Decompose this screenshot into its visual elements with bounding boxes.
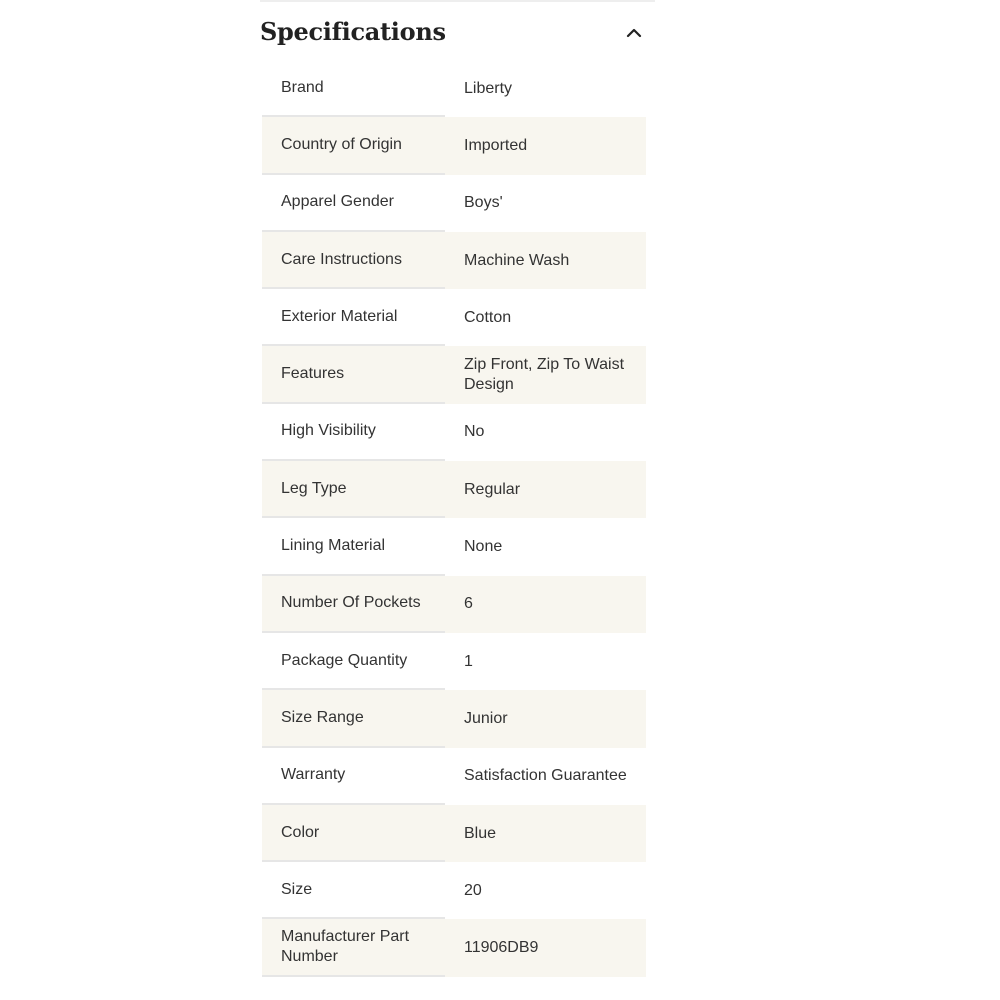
spec-value: Regular: [445, 461, 646, 518]
spec-value: None: [464, 538, 503, 556]
spec-row-color: [262, 805, 646, 862]
chevron-up-icon: [626, 28, 642, 38]
spec-label: Exterior Material: [262, 289, 445, 346]
spec-label: Warranty: [262, 748, 445, 805]
spec-row-lining-material: [262, 518, 646, 575]
spec-value: Imported: [445, 117, 646, 174]
spec-label: Number Of Pockets: [262, 576, 445, 633]
spec-value: Liberty: [464, 79, 513, 97]
spec-row-manufacturer-part-number: [262, 919, 646, 976]
spec-row-package-quantity: [262, 633, 646, 690]
spec-label: Size Range: [262, 690, 445, 747]
spec-value: 20: [464, 881, 482, 899]
spec-row-size-range: [262, 690, 646, 747]
spec-label: Leg Type: [262, 461, 445, 518]
spec-row-brand: [262, 60, 646, 117]
spec-label: Apparel Gender: [262, 175, 445, 232]
specifications-table: [262, 60, 646, 977]
spec-label: Brand: [262, 60, 445, 117]
spec-value: Boys': [464, 194, 503, 212]
spec-row-high-visibility: [262, 404, 646, 461]
spec-row-features: [262, 346, 646, 403]
spec-row-leg-type: [262, 461, 646, 518]
spec-value: 6: [445, 576, 646, 633]
spec-value: Zip Front, Zip To Waist Design: [445, 346, 646, 403]
spec-row-size: [262, 862, 646, 919]
spec-label: Manufacturer Part Number: [262, 919, 445, 976]
spec-value: 1: [464, 652, 473, 670]
spec-row-exterior-material: [262, 289, 646, 346]
spec-value: Cotton: [464, 308, 512, 326]
spec-label: Color: [262, 805, 445, 862]
spec-label: Features: [262, 346, 445, 403]
spec-value: 11906DB9: [445, 919, 646, 976]
specifications-header[interactable]: [260, 12, 655, 52]
spec-value: Satisfaction Guarantee: [464, 767, 627, 785]
spec-row-number-of-pockets: [262, 576, 646, 633]
spec-row-warranty: [262, 748, 646, 805]
collapse-toggle-button[interactable]: [621, 20, 647, 46]
spec-row-care-instructions: [262, 232, 646, 289]
spec-value: Machine Wash: [445, 232, 646, 289]
spec-value: No: [464, 423, 485, 441]
spec-row-apparel-gender: [262, 175, 646, 232]
spec-value: Blue: [445, 805, 646, 862]
spec-label: Package Quantity: [262, 633, 445, 690]
section-title: Specifications: [260, 17, 446, 46]
spec-row-country-of-origin: [262, 117, 646, 174]
spec-value: Junior: [445, 690, 646, 747]
spec-label: Care Instructions: [262, 232, 445, 289]
top-divider: [260, 0, 655, 2]
spec-label: Country of Origin: [262, 117, 445, 174]
spec-label: High Visibility: [262, 404, 445, 461]
spec-label: Lining Material: [262, 518, 445, 575]
spec-label: Size: [262, 862, 445, 919]
specifications-panel: [260, 0, 655, 1000]
